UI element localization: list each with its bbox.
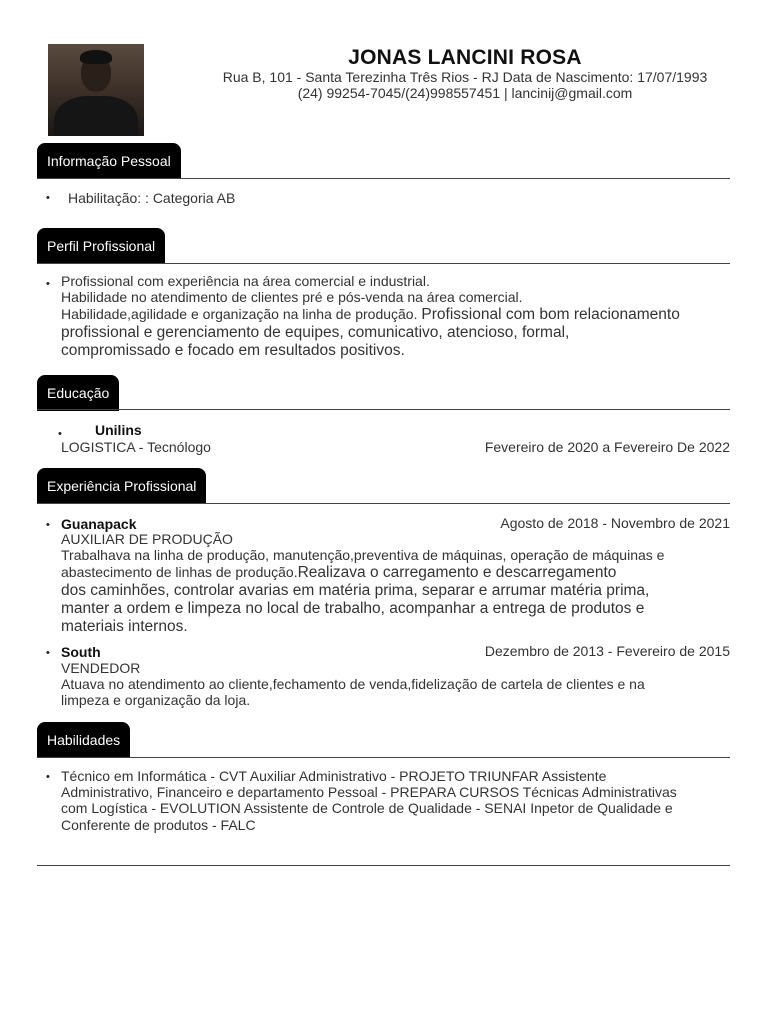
contact-line: (24) 99254-7045/(24)998557451 | lancinij@gmail.com	[297, 85, 633, 101]
experience-desc-line: abastecimento de linhas de produção.Realizava o carregamento e descarregamento	[61, 564, 617, 581]
profile-line: Profissional com experiência na área comercial e industrial.	[61, 273, 430, 289]
skills-line: Técnico em Informática - CVT Auxiliar Administrativo - PROJETO TRIUNFAR Assistente	[61, 768, 607, 784]
experience-role: AUXILIAR DE PRODUÇÃO	[61, 531, 233, 547]
section-tab-education: Educação	[37, 375, 119, 411]
experience-desc-line: Trabalhava na linha de produção, manutenção,preventiva de máquinas, operação de máquinas e	[61, 547, 665, 563]
section-rule	[37, 409, 730, 410]
section-rule	[37, 503, 730, 504]
profile-line: Habilidade no atendimento de clientes pré e pós-venda na área comercial.	[61, 289, 523, 305]
education-period: Fevereiro de 2020 a Fevereiro De 2022	[484, 439, 730, 455]
bullet-icon: •	[46, 278, 50, 290]
photo-hair-shape	[80, 50, 112, 64]
experience-period: Dezembro de 2013 - Fevereiro de 2015	[484, 643, 730, 659]
experience-desc-line: Atuava no atendimento ao cliente,fechamento de venda,fidelização de cartela de clientes e na	[61, 676, 645, 692]
section-rule	[37, 263, 730, 264]
experience-period: Agosto de 2018 - Novembro de 2021	[500, 515, 730, 531]
section-tab-experience: Experiência Profissional	[37, 468, 206, 504]
section-tab-profile: Perfil Profissional	[37, 228, 165, 264]
section-rule	[37, 178, 730, 179]
experience-desc-line: materiais internos.	[61, 618, 188, 635]
skills-line: Administrativo, Financeiro e departamento Pessoal - PREPARA CURSOS Técnicas Administrativas	[61, 784, 677, 800]
candidate-name: JONAS LANCINI ROSA	[348, 46, 582, 69]
experience-role: VENDEDOR	[61, 660, 141, 676]
bullet-icon: •	[46, 519, 50, 531]
footer-rule	[37, 865, 730, 866]
bullet-icon: •	[46, 647, 50, 659]
skills-line: com Logística - EVOLUTION Assistente de Controle de Qualidade - SENAI Inpetor de Qualidade e	[61, 800, 673, 816]
experience-desc-line: limpeza e organização da loja.	[61, 692, 251, 708]
section-tab-skills: Habilidades	[37, 722, 130, 758]
profile-photo	[48, 44, 144, 136]
bullet-icon: •	[58, 428, 62, 440]
section-tab-personal-info: Informação Pessoal	[37, 143, 181, 179]
experience-company: Guanapack	[61, 516, 137, 532]
experience-desc-line: dos caminhões, controlar avarias em matéria prima, separar e arrumar matéria prima,	[61, 582, 650, 599]
skills-line: Conferente de produtos - FALC	[61, 817, 256, 833]
address-line: Rua B, 101 - Santa Terezinha Três Rios - RJ Data de Nascimento: 17/07/1993	[222, 69, 708, 85]
education-institution: Unilins	[95, 422, 142, 438]
profile-line: compromissado e focado em resultados positivos.	[61, 342, 405, 359]
profile-line: Habilidade,agilidade e organização na linha de produção. Profissional com bom relacionamento	[61, 306, 680, 323]
bullet-icon: •	[46, 192, 50, 204]
section-rule	[37, 757, 730, 758]
education-course: LOGISTICA - Tecnólogo	[61, 439, 211, 455]
experience-desc-line: manter a ordem e limpeza no local de trabalho, acompanhar a entrega de produtos e	[61, 600, 645, 617]
experience-company: South	[61, 644, 101, 660]
license-item: Habilitação: : Categoria AB	[68, 190, 236, 206]
photo-body-shape	[54, 96, 138, 136]
bullet-icon: •	[46, 771, 50, 783]
profile-line: profissional e gerenciamento de equipes, comunicativo, atencioso, formal,	[61, 324, 570, 341]
